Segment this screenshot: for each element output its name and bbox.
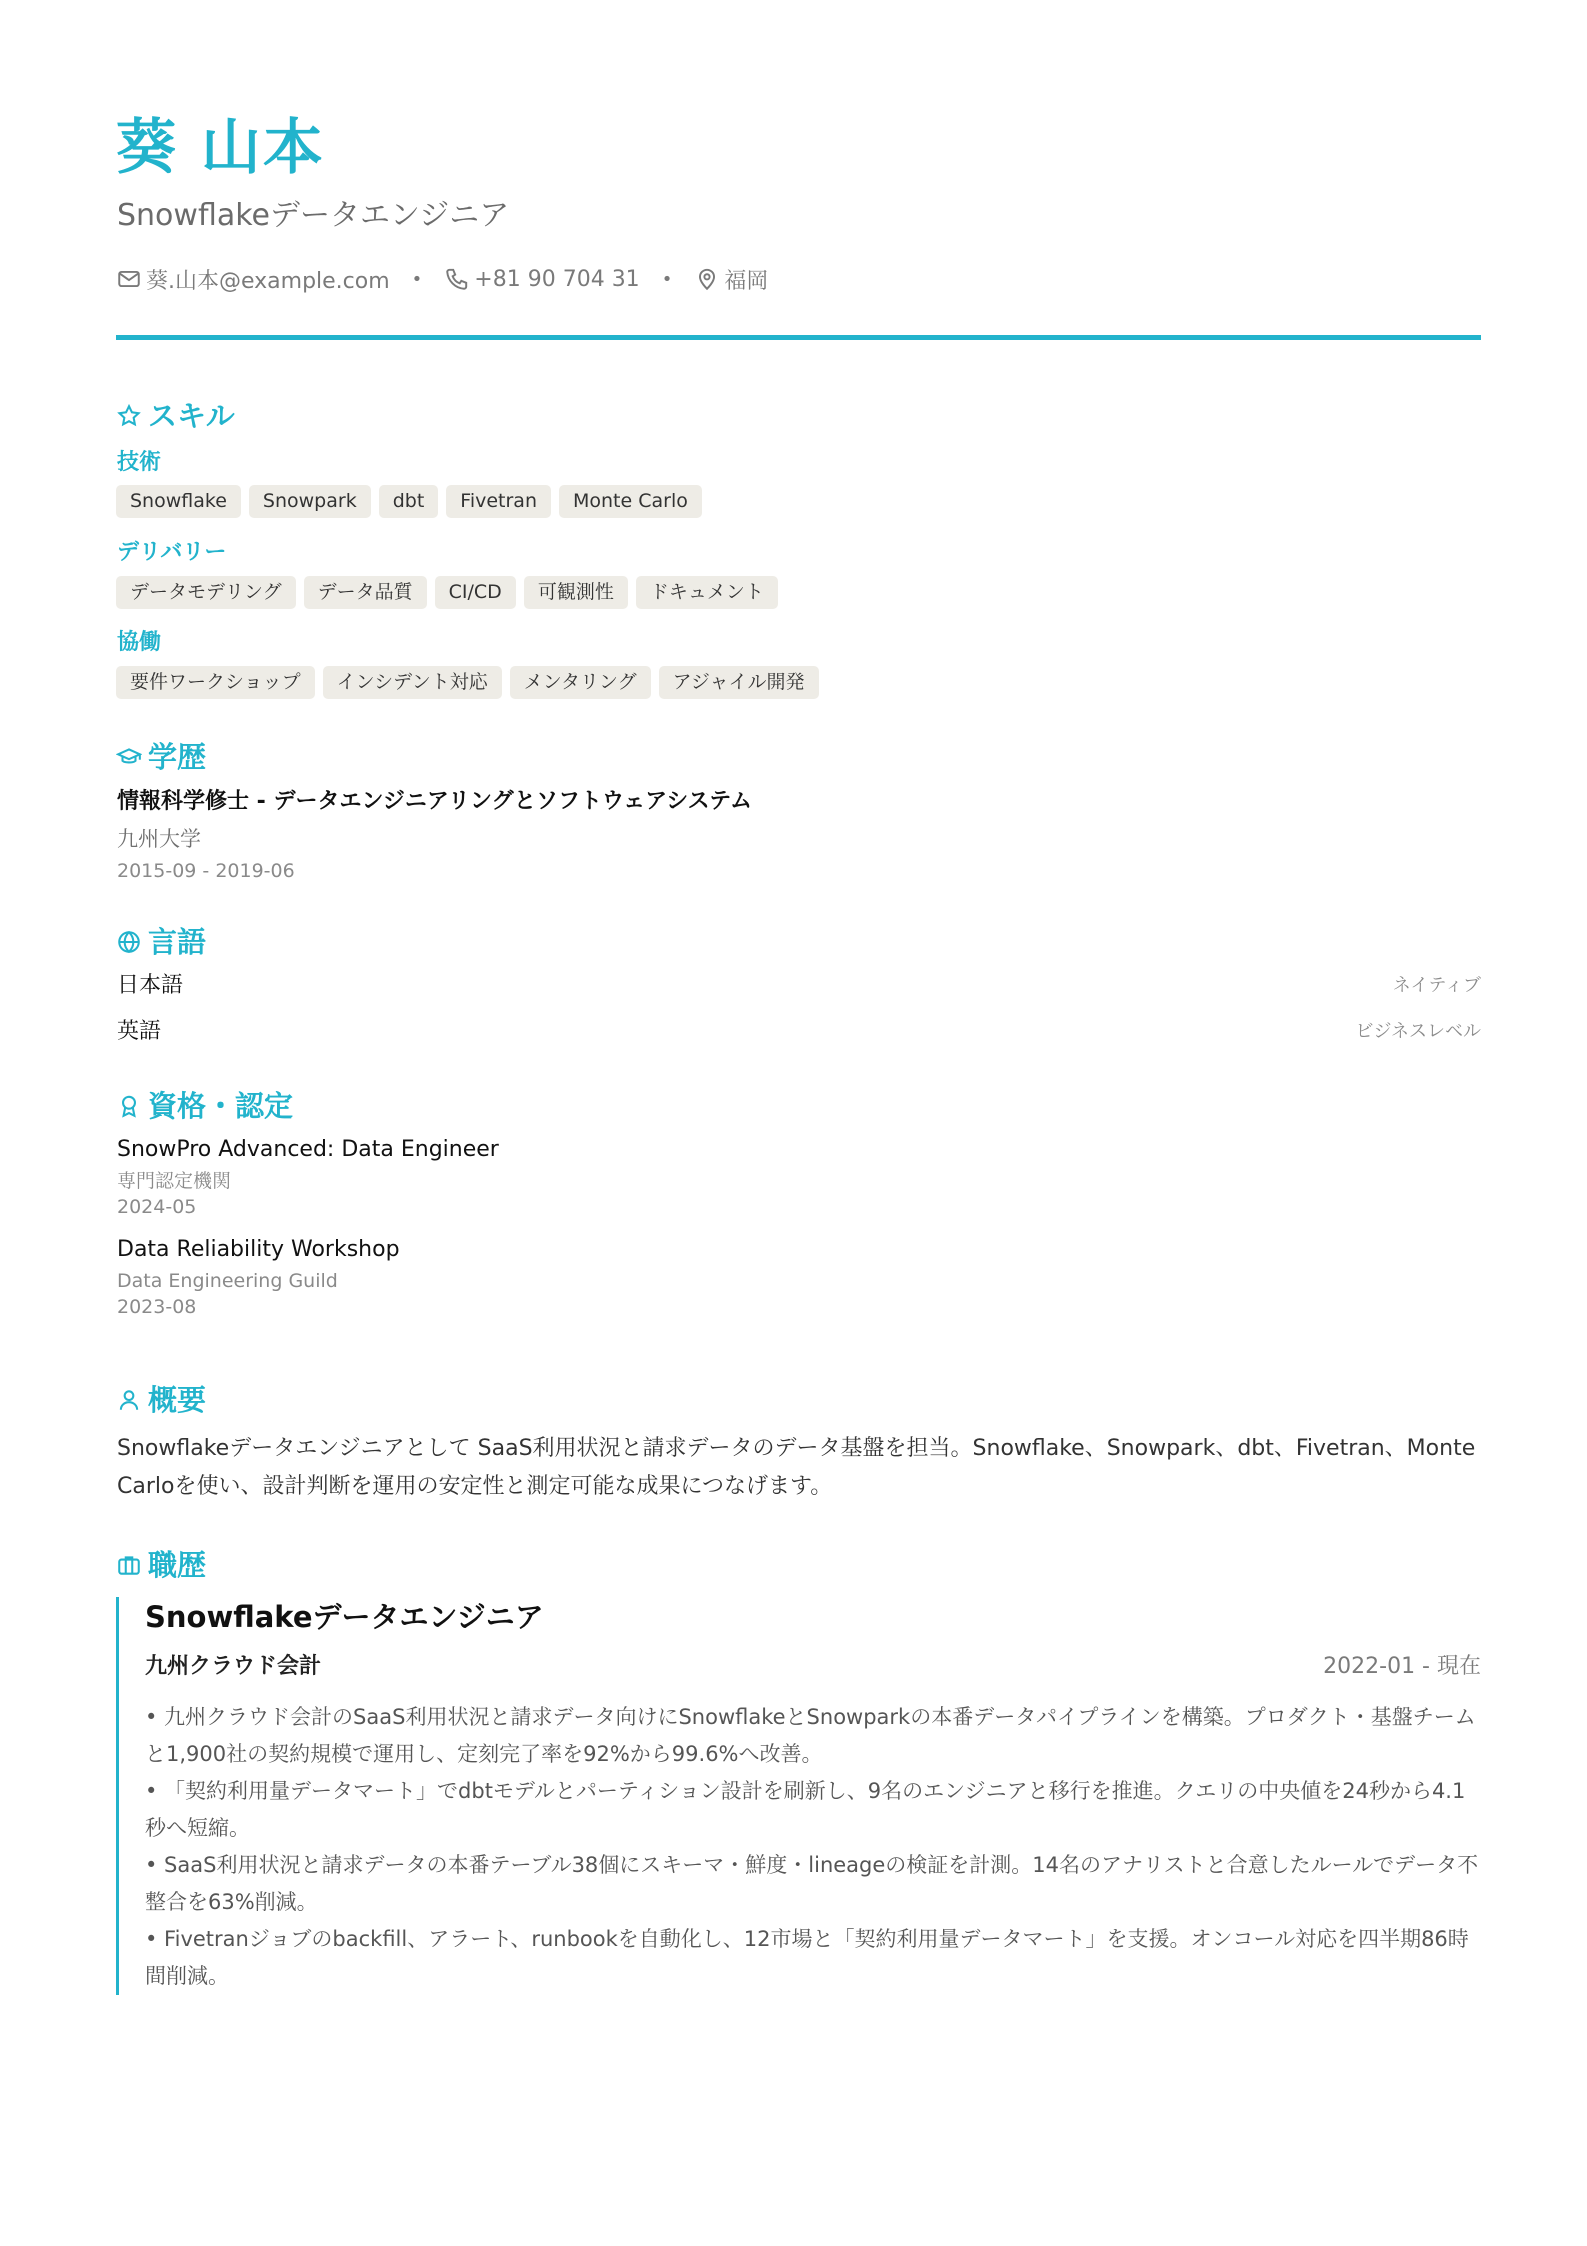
skill-tag: インシデント対応 (323, 666, 502, 699)
skill-tag: アジャイル開発 (659, 666, 819, 699)
phone-icon (444, 266, 470, 292)
experience-bullet: • SaaS利用状況と請求データの本番テーブル38個にスキーマ・鮮度・lineageの検証を計測。14名のアナリストと合意したルールでデータ不整合を63%削減。 (145, 1853, 1479, 1914)
contact-phone[interactable] (444, 266, 639, 292)
header-divider (116, 335, 1481, 340)
skill-tag: データモデリング (116, 576, 296, 609)
mail-icon (116, 266, 142, 292)
briefcase-icon (116, 1552, 142, 1578)
award-icon (116, 1093, 142, 1119)
person-name: 葵 山本 (116, 113, 325, 183)
star-icon (116, 403, 142, 429)
cert-name: SnowPro Advanced: Data Engineer (117, 1137, 499, 1162)
skill-tag: CI/CD (435, 576, 516, 609)
cert-date: 2023-08 (117, 1296, 197, 1318)
skill-group-label: 協働 (117, 630, 162, 655)
phone-text: +81 90 704 31 (474, 266, 640, 292)
skill-tags-collab (116, 666, 819, 699)
skill-tag: Fivetran (446, 485, 551, 518)
cert-date: 2024-05 (117, 1196, 197, 1218)
experience-title: Snowflakeデータエンジニア (145, 1600, 544, 1634)
languages-heading-text: 言語 (148, 925, 207, 959)
language-name: 日本語 (117, 973, 184, 998)
experience-bullets (145, 1699, 1481, 1995)
skills-heading (116, 396, 235, 436)
certifications-heading-text: 資格・認定 (148, 1089, 294, 1123)
skill-tag: Monte Carlo (559, 485, 702, 518)
contact-separator: • (411, 268, 423, 290)
contact-location (694, 264, 768, 295)
education-dates: 2015-09 - 2019-06 (117, 860, 295, 882)
certifications-heading (116, 1086, 293, 1126)
skill-tag: メンタリング (510, 666, 651, 699)
contact-row (116, 262, 768, 296)
language-level: ネイティブ (1392, 975, 1481, 996)
degree: 情報科学修士 - データエンジニアリングとソフトウェアシステム (117, 789, 753, 814)
job-title: Snowflakeデータエンジニア (117, 198, 510, 233)
education-heading-text: 学歴 (148, 740, 207, 774)
skill-tag: 要件ワークショップ (116, 666, 315, 699)
cert-issuer: 専門認定機関 (117, 1170, 232, 1192)
summary-text: Snowflakeデータエンジニアとして SaaS利用状況と請求データのデータ基盤を担当。Snowflake、Snowpark、dbt、Fivetran、Monte Carloを使い、設計判断を運用の安定性と測定可能な成果につなげます。 (117, 1436, 1476, 1499)
experience-heading (116, 1545, 206, 1585)
summary-heading-text: 概要 (148, 1383, 207, 1417)
summary-heading (116, 1380, 206, 1420)
experience-bullet: • Fivetranジョブのbackfill、アラート、runbookを自動化し、12市場と「契約利用量データマート」を支援。オンコール対応を四半期86時間削減。 (145, 1927, 1469, 1988)
skill-tag: Snowflake (116, 485, 241, 518)
skill-tags-tech (116, 485, 702, 518)
user-icon (116, 1387, 142, 1413)
cert-name: Data Reliability Workshop (117, 1237, 400, 1262)
languages-heading (116, 922, 206, 962)
contact-separator: • (661, 268, 673, 290)
skill-group-label: デリバリー (117, 540, 227, 565)
language-name: 英語 (117, 1019, 162, 1044)
language-level: ビジネスレベル (1355, 1021, 1481, 1042)
skill-tag: データ品質 (304, 576, 427, 609)
experience-bullet: • 「契約利用量データマート」でdbtモデルとパーティション設計を刷新し、9名のエンジニアと移行を推進。クエリの中央値を24秒から4.1秒へ短縮。 (145, 1779, 1466, 1840)
school: 九州大学 (117, 827, 201, 851)
experience-dates: 2022-01 - 現在 (1323, 1654, 1481, 1679)
education-heading (116, 737, 206, 777)
location-pin-icon (694, 266, 720, 292)
graduation-cap-icon (116, 744, 142, 770)
globe-icon (116, 929, 142, 955)
skill-tag: Snowpark (249, 485, 371, 518)
experience-heading-text: 職歴 (148, 1548, 207, 1582)
skill-tag: 可観測性 (524, 576, 628, 609)
experience-bullet: • 九州クラウド会計のSaaS利用状況と請求データ向けにSnowflakeとSnowparkの本番データパイプラインを構築。プロダクト・基盤チームと1,900社の契約規模で運用し、定刻完了率を92%から99.6%へ改善。 (145, 1705, 1476, 1766)
cert-issuer: Data Engineering Guild (117, 1270, 338, 1292)
experience-accent-bar (116, 1597, 119, 1995)
skill-group-label: 技術 (117, 450, 162, 475)
contact-email[interactable] (116, 264, 390, 295)
email-text: 葵.山本@example.com (146, 268, 390, 294)
skill-tag: dbt (379, 485, 439, 518)
skill-tags-delivery (116, 576, 778, 609)
skills-heading-text: スキル (148, 399, 235, 433)
experience-company: 九州クラウド会計 (145, 1654, 322, 1679)
skill-tag: ドキュメント (636, 576, 778, 609)
location-text: 福岡 (724, 268, 769, 294)
